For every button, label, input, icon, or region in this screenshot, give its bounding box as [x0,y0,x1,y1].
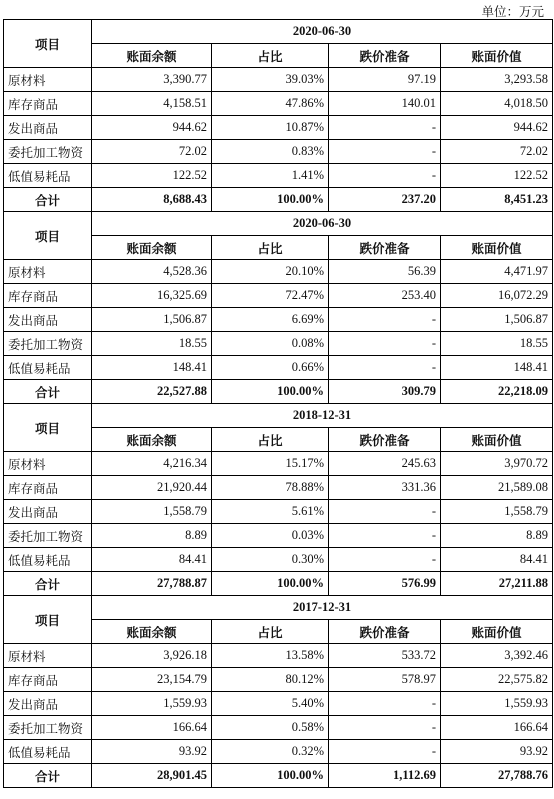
cell-value: 0.30% [212,548,329,572]
cell-value: 22,527.88 [92,380,212,404]
section-header-row [4,404,553,428]
cell-value: 72.02 [441,140,553,164]
cell-value: 10.87% [212,116,329,140]
cell-value: 21,920.44 [92,476,212,500]
section-date: 2020-06-30 [92,212,553,236]
section-header-row [4,212,553,236]
column-header: 跌价准备 [329,44,441,68]
cell-value: 533.72 [329,644,441,668]
cell-value: 245.63 [329,452,441,476]
cell-value: 1,558.79 [441,500,553,524]
cell-value: 0.83% [212,140,329,164]
cell-value: 0.32% [212,740,329,764]
cell-value: 72.47% [212,284,329,308]
table-row [4,332,553,356]
column-header: 跌价准备 [329,428,441,452]
cell-value: 72.02 [92,140,212,164]
section-date: 2018-12-31 [92,404,553,428]
cell-value: 22,575.82 [441,668,553,692]
cell-value: 578.97 [329,668,441,692]
cell-value: 97.19 [329,68,441,92]
cell-value: 309.79 [329,380,441,404]
item-name: 库存商品 [4,476,92,500]
item-name: 低值易耗品 [4,548,92,572]
table-row [4,476,553,500]
total-row [4,380,553,404]
table-row [4,68,553,92]
cell-value: 27,788.87 [92,572,212,596]
total-label: 合计 [4,764,92,788]
item-name: 发出商品 [4,500,92,524]
cell-value: 3,392.46 [441,644,553,668]
column-header: 账面价值 [441,620,553,644]
cell-value: 4,018.50 [441,92,553,116]
section-date: 2020-06-30 [92,20,553,44]
item-name: 原材料 [4,260,92,284]
item-name: 原材料 [4,68,92,92]
table-row [4,308,553,332]
item-name: 发出商品 [4,692,92,716]
section-header-row [4,20,553,44]
cell-value: 1,559.93 [441,692,553,716]
table-row [4,260,553,284]
cell-value: 3,293.58 [441,68,553,92]
column-header: 账面价值 [441,44,553,68]
column-header: 账面余额 [92,44,212,68]
cell-value: 47.86% [212,92,329,116]
cell-value: 1,506.87 [441,308,553,332]
cell-value: 1,506.87 [92,308,212,332]
table-row [4,740,553,764]
cell-value: 5.61% [212,500,329,524]
table-row [4,92,553,116]
cell-value: - [329,524,441,548]
total-row [4,572,553,596]
cell-value: 1,559.93 [92,692,212,716]
cell-value: 1.41% [212,164,329,188]
cell-value: 93.92 [441,740,553,764]
column-header: 账面价值 [441,236,553,260]
cell-value: 84.41 [92,548,212,572]
total-label: 合计 [4,572,92,596]
cell-value: 4,158.51 [92,92,212,116]
cell-value: 944.62 [441,116,553,140]
inventory-table [3,19,553,788]
table-row [4,116,553,140]
cell-value: 8.89 [441,524,553,548]
item-header: 项目 [4,212,92,260]
cell-value: 16,072.29 [441,284,553,308]
item-name: 委托加工物资 [4,524,92,548]
item-name: 库存商品 [4,92,92,116]
cell-value: 148.41 [92,356,212,380]
cell-value: - [329,692,441,716]
cell-value: 3,970.72 [441,452,553,476]
cell-value: 78.88% [212,476,329,500]
item-name: 发出商品 [4,116,92,140]
cell-value: 4,216.34 [92,452,212,476]
section-date: 2017-12-31 [92,596,553,620]
cell-value: 84.41 [441,548,553,572]
item-header: 项目 [4,404,92,452]
cell-value: 16,325.69 [92,284,212,308]
cell-value: - [329,356,441,380]
item-name: 原材料 [4,452,92,476]
cell-value: 21,589.08 [441,476,553,500]
item-name: 库存商品 [4,284,92,308]
table-row [4,692,553,716]
cell-value: 237.20 [329,188,441,212]
column-header: 占比 [212,44,329,68]
total-row [4,764,553,788]
unit-label: 单位：万元 [481,5,544,19]
cell-value: 6.69% [212,308,329,332]
cell-value: 39.03% [212,68,329,92]
cell-value: 0.08% [212,332,329,356]
cell-value: 3,390.77 [92,68,212,92]
item-name: 库存商品 [4,668,92,692]
cell-value: 4,528.36 [92,260,212,284]
cell-value: - [329,164,441,188]
item-header: 项目 [4,20,92,68]
cell-value: - [329,500,441,524]
table-row [4,452,553,476]
cell-value: 100.00% [212,188,329,212]
cell-value: 15.17% [212,452,329,476]
cell-value: 80.12% [212,668,329,692]
cell-value: 8.89 [92,524,212,548]
cell-value: 93.92 [92,740,212,764]
item-name: 低值易耗品 [4,356,92,380]
cell-value: - [329,116,441,140]
table-row [4,140,553,164]
cell-value: 166.64 [92,716,212,740]
column-header: 跌价准备 [329,236,441,260]
cell-value: 100.00% [212,572,329,596]
column-header: 账面价值 [441,428,553,452]
cell-value: 944.62 [92,116,212,140]
item-header: 项目 [4,596,92,644]
column-header: 账面余额 [92,428,212,452]
cell-value: 140.01 [329,92,441,116]
table-row [4,164,553,188]
table-row [4,644,553,668]
cell-value: 22,218.09 [441,380,553,404]
table-row [4,548,553,572]
cell-value: 23,154.79 [92,668,212,692]
cell-value: 1,558.79 [92,500,212,524]
item-name: 低值易耗品 [4,164,92,188]
cell-value: 253.40 [329,284,441,308]
table-row [4,500,553,524]
cell-value: 0.03% [212,524,329,548]
column-header: 占比 [212,428,329,452]
cell-value: 100.00% [212,764,329,788]
table-row [4,356,553,380]
section-header-row [4,596,553,620]
column-header: 跌价准备 [329,620,441,644]
cell-value: 27,211.88 [441,572,553,596]
cell-value: - [329,740,441,764]
cell-value: - [329,308,441,332]
cell-value: 0.58% [212,716,329,740]
cell-value: 56.39 [329,260,441,284]
cell-value: 4,471.97 [441,260,553,284]
cell-value: 0.66% [212,356,329,380]
cell-value: 27,788.76 [441,764,553,788]
item-name: 发出商品 [4,308,92,332]
cell-value: 18.55 [92,332,212,356]
cell-value: 122.52 [441,164,553,188]
total-row [4,188,553,212]
item-name: 委托加工物资 [4,716,92,740]
total-label: 合计 [4,188,92,212]
cell-value: 122.52 [92,164,212,188]
cell-value: 5.40% [212,692,329,716]
cell-value: - [329,548,441,572]
item-name: 原材料 [4,644,92,668]
column-header: 占比 [212,236,329,260]
cell-value: 576.99 [329,572,441,596]
item-name: 低值易耗品 [4,740,92,764]
cell-value: - [329,332,441,356]
cell-value: - [329,140,441,164]
cell-value: 13.58% [212,644,329,668]
cell-value: 100.00% [212,380,329,404]
cell-value: 148.41 [441,356,553,380]
item-name: 委托加工物资 [4,140,92,164]
cell-value: - [329,716,441,740]
column-header: 账面余额 [92,236,212,260]
cell-value: 18.55 [441,332,553,356]
cell-value: 1,112.69 [329,764,441,788]
cell-value: 166.64 [441,716,553,740]
cell-value: 28,901.45 [92,764,212,788]
cell-value: 20.10% [212,260,329,284]
cell-value: 8,451.23 [441,188,553,212]
cell-value: 8,688.43 [92,188,212,212]
item-name: 委托加工物资 [4,332,92,356]
total-label: 合计 [4,380,92,404]
table-row [4,716,553,740]
column-header: 占比 [212,620,329,644]
table-row [4,284,553,308]
column-header: 账面余额 [92,620,212,644]
cell-value: 3,926.18 [92,644,212,668]
table-row [4,524,553,548]
table-row [4,668,553,692]
cell-value: 331.36 [329,476,441,500]
